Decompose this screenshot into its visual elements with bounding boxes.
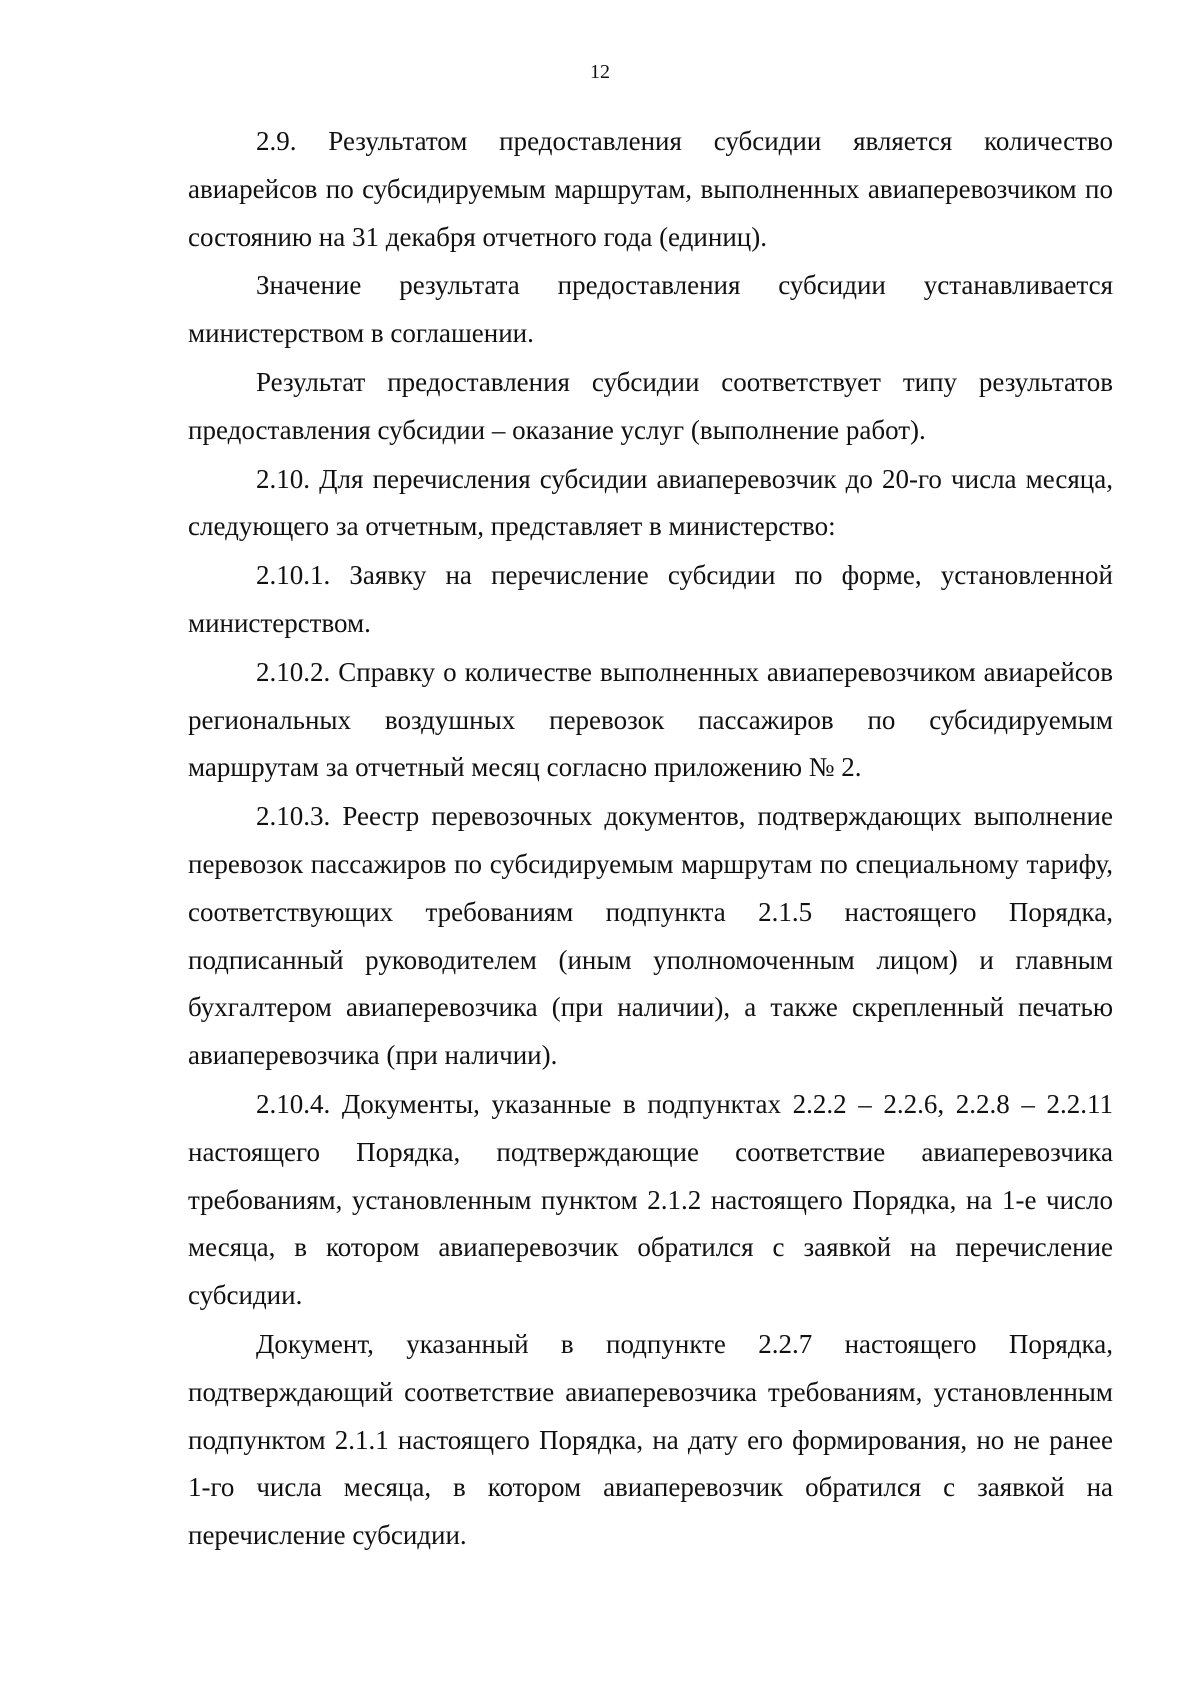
- paragraph-2-10-1: 2.10.1. Заявку на перечисление субсидии по форме, установленной министерством.: [188, 560, 1113, 638]
- paragraph-2-10-3: 2.10.3. Реестр перевозочных документов, подтверждающих выполнение перевозок пассажиров по субсидируемым маршрутам по специальному тарифу, соответствующих требованиям подпункта 2.1.5 настоящего Порядка, подписанный руководителем (иным уполномоченным лицом) и главным бухгалтером авиаперевозчика (при наличии), а также скрепленный печатью авиаперевозчика (при наличии).: [188, 801, 1113, 1071]
- document-body: [188, 118, 1113, 1561]
- paragraph-result-type: Результат предоставления субсидии соответствует типу результатов предоставления субсидии – оказание услуг (выполнение работ).: [188, 366, 1113, 445]
- paragraph-2-9: 2.9. Результатом предоставления субсидии является количество авиарейсов по субсидируемым маршрутам, выполненных авиаперевозчиком по состоянию на 31 декабря отчетного года (единиц).: [188, 126, 1113, 252]
- paragraph-2-10-4: 2.10.4. Документы, указанные в подпунктах 2.2.2 – 2.2.6, 2.2.8 – 2.2.11 настоящего Порядка, подтверждающие соответствие авиаперевозчика требованиям, установленным пунктом 2.1.2 настоящего Порядка, на 1-е число месяца, в котором авиаперевозчик обратился с заявкой на перечисление субсидии.: [188, 1088, 1113, 1311]
- paragraph-document-2-2-7: Документ, указанный в подпункте 2.2.7 настоящего Порядка, подтверждающий соответствие авиаперевозчика требованиям, установленным подпунктом 2.1.1 настоящего Порядка, на дату его формирования, но не ранее 1-го числа месяца, в котором авиаперевозчик обратился с заявкой на перечисление субсидии.: [188, 1328, 1113, 1551]
- paragraph-2-10: 2.10. Для перечисления субсидии авиаперевозчик до 20-го числа месяца, следующего за отчетным, представляет в министерство:: [188, 463, 1113, 542]
- page-number: 12: [590, 61, 610, 83]
- paragraph-2-10-2: 2.10.2. Справку о количестве выполненных авиаперевозчиком авиарейсов региональных воздушных перевозок пассажиров по субсидируемым маршрутам за отчетный месяц согласно приложению № 2.: [188, 656, 1113, 783]
- paragraph-result-value: Значение результата предоставления субсидии устанавливается министерством в соглашении.: [188, 270, 1113, 349]
